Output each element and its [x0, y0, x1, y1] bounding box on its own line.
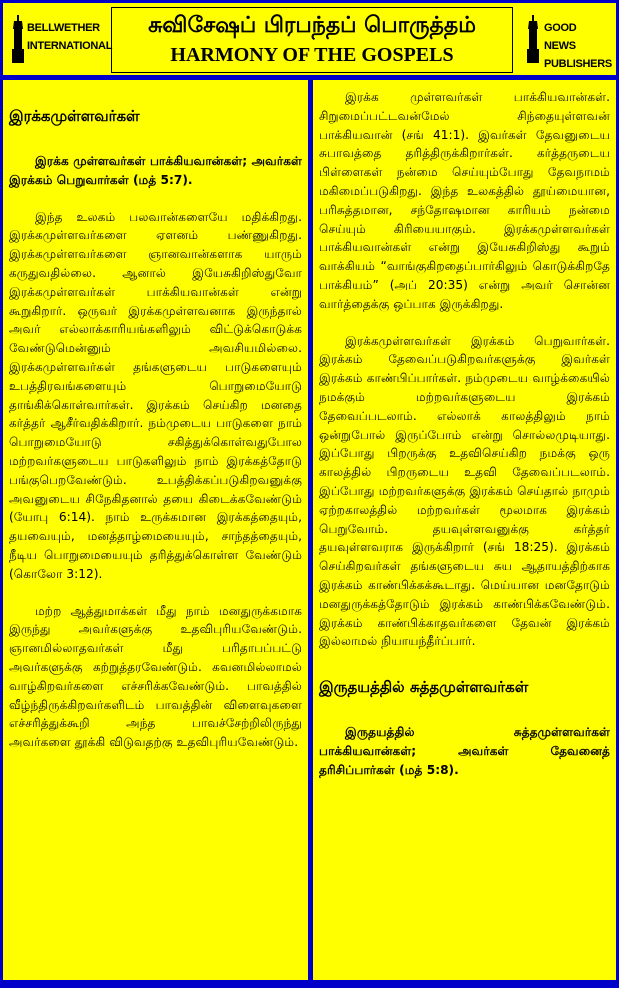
header-banner	[3, 3, 616, 75]
key-verse: இரக்க முள்ளவர்கள் பாக்கியவான்கள்; அவர்கள் இரக்கம் பெறுவார்கள் (மத் 5:7).	[9, 154, 302, 187]
title-box	[111, 7, 513, 73]
section-heading: இரக்கமுள்ளவர்கள்	[9, 107, 140, 125]
right-logo-text: GOOD NEWS PUBLISHERS	[544, 22, 612, 70]
bellwether-logo	[9, 9, 113, 69]
title-tamil: சுவிசேஷப் பிரபந்தப் பொருத்தம்	[148, 13, 476, 38]
bell-tower-icon	[526, 15, 540, 63]
bell-tower-icon	[11, 15, 25, 63]
paragraph: மற்ற ஆத்துமாக்கள் மீது நாம் மனதுருக்கமாக இருந்து அவர்களுக்கு உதவிபுரியவேண்டும். ஞானமில்லாதவர்கள் மீது பரிதாபப்பட்டு அவர்களுக்கு கற்றுத்தரவேண்டும். கவனமில்லாமல் வாழ்கிறவர்களை எச்சரிக்கவேண்டும். பாவத்தில் வீழ்ந்திருக்கிறவர்களிடம் பாவத்தின் விளைவுகளை எச்சரித்துக்கூறி அந்த பாவச்சேற்றிலிருந்து அவர்களை தூக்கி விடுவதற்கு உதவிபுரியவேண்டும்.	[9, 603, 302, 750]
title-english: HARMONY OF THE GOSPELS	[170, 44, 454, 66]
left-logo-text: BELLWETHER INTERNATIONAL	[27, 22, 113, 52]
paragraph: இரக்கமுள்ளவர்கள் இரக்கம் பெறுவார்கள். இரக்கம் தேவைப்படுகிறவர்களுக்கு இவர்கள் இரக்கம் காண்பிப்பார்கள். நம்முடைய வாழ்க்கையில் நமக்கும் மற்றவர்களுடைய இரக்கம் தேவைப்படலாம். எல்லாக் காலத்திலும் நாம் ஒன்றுபோல் இருப்போம் என்று சொல்லமுடியாது. இப்போது பிறருக்கு உதவிசெய்கிற நமக்கு ஒரு காலத்தில் பிறருடைய உதவி தேவைப்படலாம். இப்போது மற்றவர்களுக்கு இரக்கம் செய்தால் நாமும் ஏற்றகாலத்தில் மற்றவர்கள் மூலமாக இரக்கம் பெறுவோம். தயவுள்ளவனுக்கு கர்த்தர் தயவுள்ளவராக இருக்கிறார் (சங் 18:25). இரக்கம் செய்கிறவர்கள் தங்களுடைய சுய ஆதாயத்திற்காக இரக்கம் காண்பிக்கக்கூடாது. மெய்யான மனதோடும் மனதுருக்கத்தோடும் இரக்கம் காண்பிக்கவேண்டும். இரக்கம் காண்பிக்காதவர்களை தேவன் இரக்கம் இல்லாமல் நியாயந்தீர்ப்பார்.	[319, 333, 610, 649]
right-column	[313, 80, 616, 980]
paragraph: இரக்க முள்ளவர்கள் பாக்கியவான்கள். சிறுமைப்பட்டவன்மேல் சிந்தையுள்ளவன் பாக்கியவான் (சங் 41:1). இவர்கள் தேவனுடைய சுபாவத்தை தரித்திருக்கிறார்கள். கர்த்தருடைய பிள்ளைகள் நன்மை செய்யும்போது தேவநாமம் மகிமைப்படுகிறது. இந்த உலகத்தில் தூய்மையான, பரிசுத்தமான, சந்தோஷமான காரியம் நன்மை செய்யும் கிரியையாகும். இரக்கமுள்ளவர்கள் பாக்கியவான்கள் என்று இயேசுகிறிஸ்து கூறும் வாக்கியம் “வாங்குகிறதைப்பார்கிலும் கொடுக்கிறதே பாக்கியம்” (அப் 20:35) என்று அவர் சொன்ன வார்த்தைக்கு ஒப்பாக இருக்கிறது.	[319, 90, 610, 311]
left-column	[3, 80, 308, 980]
section-heading: இருதயத்தில் சுத்தமுள்ளவர்கள்	[319, 678, 529, 697]
good-news-logo	[524, 9, 610, 69]
key-verse: இருதயத்தில் சுத்தமுள்ளவர்கள் பாக்கியவான்கள்; அவர்கள் தேவனைத் தரிசிப்பார்கள் (மத் 5:8).	[319, 725, 610, 777]
paragraph: இந்த உலகம் பலவான்களையே மதிக்கிறது. இரக்கமுள்ளவர்களை ஏளனம் பண்ணுகிறது. இரக்கமுள்ளவர்களை ஞானவான்களாக யாரும் கருதுவதில்லை. ஆனால் இயேசுகிறிஸ்துவோ இரக்கமுள்ளவர்கள் பாக்கியவான்கள் என்று கூறுகிறார். ஒருவர் இரக்கமுள்ளவனாக இருந்தால் அவர் எல்லாக்காரியங்களிலும் விட்டுக்கொடுக்க வேண்டுமென்னும் அவசியமில்லை. இரக்கமுள்ளவர்கள் தங்களுடைய பாடுகளையும் உபத்திரவங்களையும் பொறுமையோடு தாங்கிக்கொள்வார்கள். இரக்கம் செய்கிற மனதை கர்த்தர் ஆசீர்வதிக்கிறார். நம்முடைய பாடுகளை நாம் பொறுமையோடு சகித்துக்கொள்வதுபோல மற்றவர்களுடைய பாடுகளிலும் நாம் இரக்கத்தோடு பங்குபெறவேண்டும். உபத்திக்கப்படுகிறவனுக்கு அவனுடைய சிநேகிதனால் தயை கிடைக்கவேண்டும் (யோபு 6:14). நாம் உருக்கமான இரக்கத்தையும், தயவையும், மனத்தாழ்மையையும், சாந்தத்தையும், நீடிய பொறுமையையும் தரித்துக்கொள்ள வேண்டும் (கொலோ 3:12).	[9, 209, 302, 581]
